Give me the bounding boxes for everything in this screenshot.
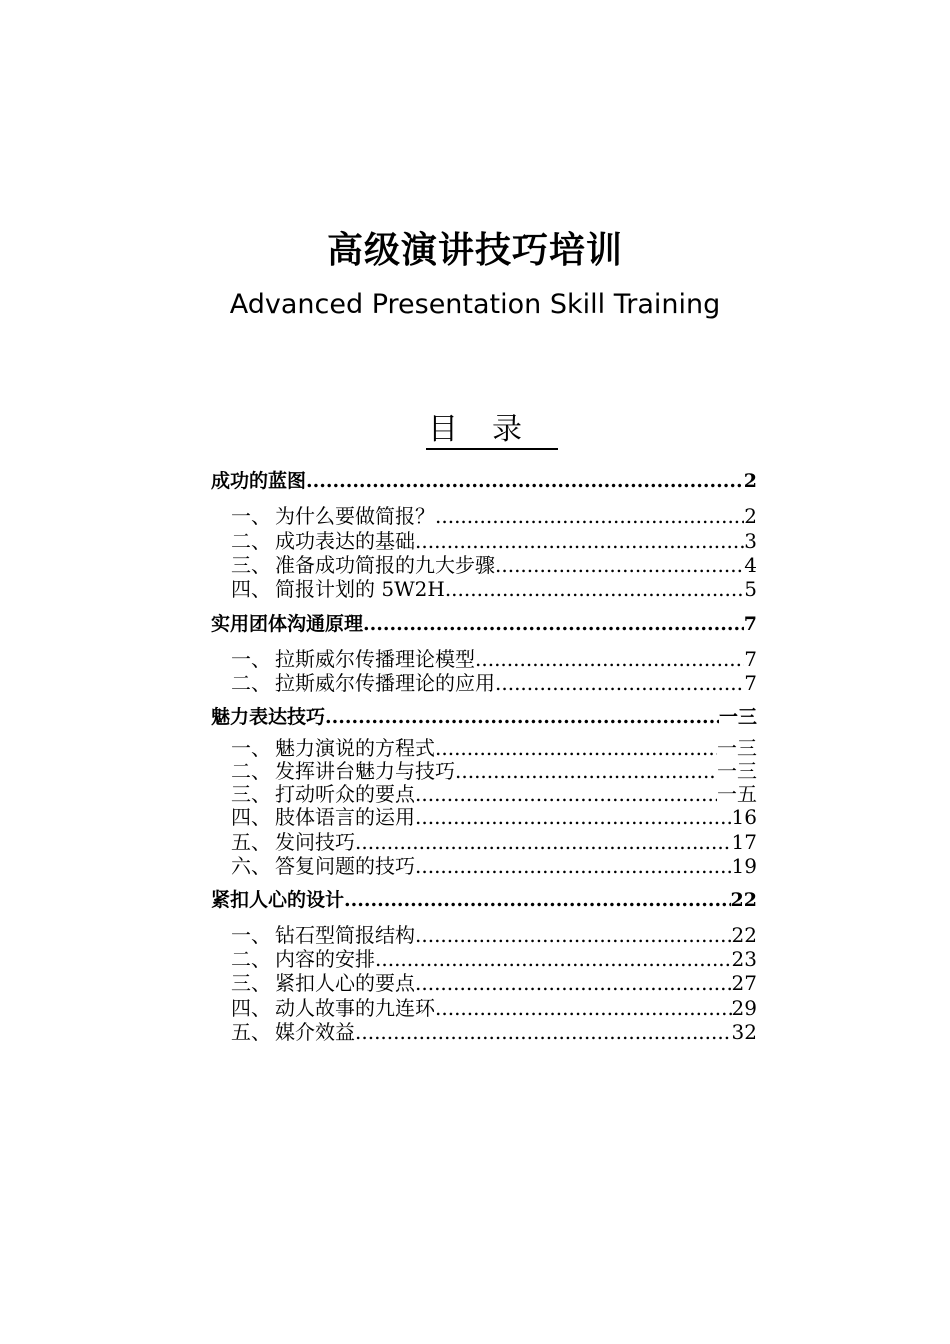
toc-section-title: 紧扣人心的要点 [275,971,415,995]
toc-section-prefix: 三、 [231,782,271,806]
toc-section-prefix: 二、 [231,671,271,695]
toc-leader [445,576,744,602]
toc-section-prefix: 一、 [231,923,271,947]
toc-section-4-4[interactable] [231,995,757,1021]
toc-leader [435,995,732,1021]
toc-page-number: 22 [730,889,757,911]
toc-leader [375,946,732,972]
toc-leader [306,468,744,494]
document-title-en: Advanced Presentation Skill Training [229,289,721,320]
toc-leader [435,503,744,529]
toc-section-title: 拉斯威尔传播理论的应用 [275,671,495,695]
toc-section-prefix: 二、 [231,759,271,783]
toc-page-number: 7 [744,647,757,671]
toc-section-title: 内容的安排 [275,947,375,971]
toc-page-number: 27 [731,971,757,995]
toc-chapter-title: 实用团体沟通原理 [211,613,364,635]
toc-leader [415,804,732,830]
toc-leader [495,670,744,696]
toc-section-3-4[interactable] [231,804,757,830]
toc-chapter-2[interactable] [211,611,757,637]
toc-section-prefix: 四、 [231,805,271,829]
toc-page-number: 4 [744,553,757,577]
toc-page-number: 22 [731,923,757,947]
toc-leader [325,704,719,730]
toc-section-title: 拉斯威尔传播理论模型 [275,647,475,671]
toc-section-title: 为什么要做简报？ [275,504,435,528]
toc-page-number: 一三 [718,706,757,728]
toc-section-prefix: 四、 [231,577,271,601]
toc-section-prefix: 三、 [231,553,271,577]
toc-section-prefix: 五、 [231,830,271,854]
toc-chapter-4[interactable] [211,887,757,913]
toc-section-4-2[interactable] [231,946,757,972]
toc-leader [415,853,732,879]
toc-page-number: 3 [744,529,757,553]
toc-section-2-1[interactable] [231,646,757,672]
toc-leader [475,646,744,672]
toc-leader [363,611,744,637]
toc-page-number: 32 [731,1020,757,1044]
toc-page-number: 2 [744,504,757,528]
toc-section-title: 魅力演说的方程式 [275,736,435,760]
toc-page-number: 一五 [717,782,757,806]
toc-page-number: 7 [743,613,757,635]
toc-section-1-2[interactable] [231,528,757,554]
document-title-cn: 高级演讲技巧培训 [326,229,623,271]
toc-section-4-5[interactable] [231,1019,757,1045]
toc-page-number: 一三 [717,759,757,783]
toc-section-prefix: 四、 [231,996,271,1020]
toc-section-title: 答复问题的技巧 [275,854,415,878]
toc-page-number: 7 [744,671,757,695]
toc-section-prefix: 一、 [231,736,271,760]
toc-leader [355,829,732,855]
toc-section-prefix: 一、 [231,647,271,671]
toc-page-number: 19 [731,854,757,878]
toc-page-number: 16 [731,805,757,829]
toc-section-title: 简报计划的 5W2H [275,577,445,601]
toc-page-number: 2 [743,470,757,492]
toc-leader [415,528,744,554]
toc-leader [495,552,744,578]
toc-section-title: 动人故事的九连环 [275,996,435,1020]
toc-section-2-2[interactable] [231,670,757,696]
toc-section-3-5[interactable] [231,829,757,855]
toc-section-1-4[interactable] [231,576,757,602]
toc-page-number: 一三 [717,736,757,760]
toc-section-title: 钻石型简报结构 [275,923,415,947]
toc-section-prefix: 二、 [231,947,271,971]
toc-section-4-1[interactable] [231,922,757,948]
toc-leader [415,922,732,948]
toc-chapter-title: 魅力表达技巧 [211,706,326,728]
toc-chapter-3[interactable] [211,704,757,730]
toc-section-title: 成功表达的基础 [275,529,415,553]
toc-section-title: 肢体语言的运用 [275,805,415,829]
toc-section-title: 准备成功简报的九大步骤 [275,553,495,577]
toc-page-number: 23 [731,947,757,971]
toc-section-1-1[interactable] [231,503,757,529]
toc-section-1-3[interactable] [231,552,757,578]
toc-section-4-3[interactable] [231,970,757,996]
toc-chapter-title: 成功的蓝图 [211,470,307,492]
toc-heading [0,410,950,450]
toc-section-title: 发挥讲台魅力与技巧 [275,759,455,783]
toc-section-prefix: 六、 [231,854,271,878]
toc-section-title: 发问技巧 [275,830,355,854]
toc-chapter-1[interactable] [211,468,757,494]
toc-page-number: 17 [731,830,757,854]
toc-section-title: 打动听众的要点 [275,782,415,806]
toc-section-prefix: 一、 [231,504,271,528]
toc-page-number: 29 [731,996,757,1020]
toc-leader [344,887,731,913]
toc-chapter-title: 紧扣人心的设计 [211,889,345,911]
toc-page-number: 5 [744,577,757,601]
toc-section-prefix: 三、 [231,971,271,995]
toc-section-prefix: 五、 [231,1020,271,1044]
toc-section-prefix: 二、 [231,529,271,553]
toc-leader [415,970,732,996]
toc-heading-text: 目录 [426,412,558,450]
toc-section-title: 媒介效益 [275,1020,355,1044]
toc-section-3-6[interactable] [231,853,757,879]
toc-leader [355,1019,732,1045]
